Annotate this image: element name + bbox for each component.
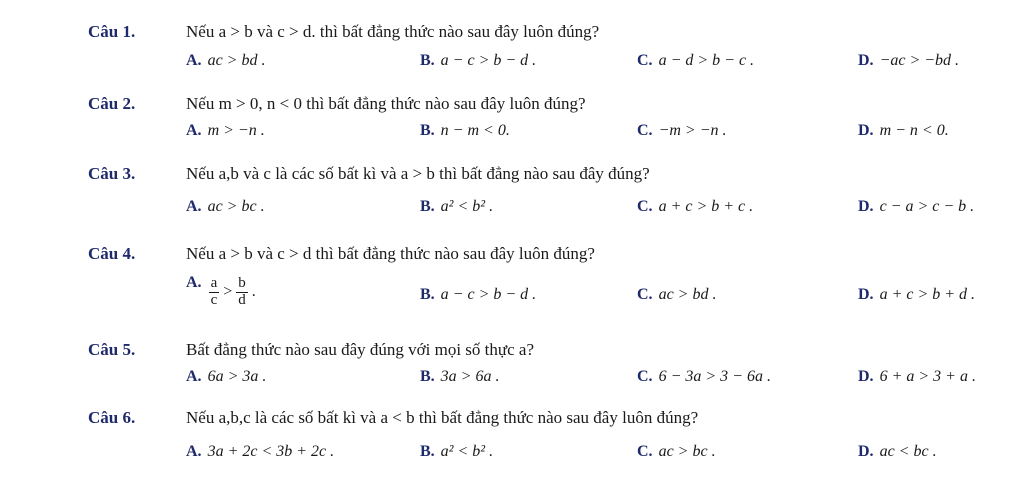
option-c	[637, 198, 753, 216]
option-b	[420, 52, 536, 70]
comparison-operator: >	[223, 283, 233, 301]
option-a	[186, 122, 265, 140]
option-letter: B.	[420, 368, 435, 385]
option-d	[858, 443, 937, 461]
question-label: Câu 4.	[88, 244, 136, 263]
option-c	[637, 286, 716, 304]
option-expression: a − c > b − d .	[440, 52, 537, 69]
option-letter: A.	[186, 122, 202, 139]
option-expression: a − d > b − c .	[658, 52, 755, 69]
fraction-numerator: a	[210, 275, 218, 291]
option-expression: ac > bc .	[207, 198, 265, 215]
option-letter: C.	[637, 52, 653, 69]
option-a	[186, 52, 265, 70]
question-text: Nếu a > b và c > d. thì bất đẳng thức nào sau đây luôn đúng?	[186, 22, 600, 41]
option-expression: c − a > c − b .	[879, 198, 975, 215]
option-letter: A.	[186, 274, 202, 291]
option-expression: 6 + a > 3 + a .	[879, 368, 976, 385]
option-b	[420, 122, 510, 140]
option-expression: a² < b² .	[440, 198, 494, 215]
option-letter: C.	[637, 198, 653, 215]
fraction-a-over-c	[209, 276, 220, 309]
option-a	[186, 443, 334, 461]
fraction-denominator: d	[238, 291, 246, 308]
fraction-b-over-d	[236, 276, 248, 309]
option-c	[637, 52, 754, 70]
option-b	[420, 198, 493, 216]
option-expression: a² < b² .	[440, 443, 494, 460]
option-d	[858, 122, 949, 140]
option-d	[858, 198, 974, 216]
option-b	[420, 443, 493, 461]
option-letter: B.	[420, 198, 435, 215]
option-c	[637, 368, 771, 386]
option-expression: m − n < 0.	[879, 122, 949, 139]
question-text: Nếu a,b,c là các số bất kì và a < b thì bất đẳng thức nào sau đây luôn đúng?	[186, 408, 699, 427]
option-expression: ac < bc .	[879, 443, 937, 460]
option-c	[637, 122, 727, 140]
question-text: Nếu a,b và c là các số bất kì và a > b thì bất đẳng nào sau đây đúng?	[186, 164, 650, 183]
option-expression: 6a > 3a .	[207, 368, 267, 385]
question-text: Nếu a > b và c > d thì bất đẳng thức nào sau đây luôn đúng?	[186, 244, 595, 263]
fraction-numerator: b	[238, 275, 246, 291]
option-d	[858, 286, 975, 304]
option-letter: C.	[637, 286, 653, 303]
option-expression: 6 − 3a > 3 − 6a .	[658, 368, 771, 385]
option-d	[858, 368, 976, 386]
option-expression: a + c > b + c .	[658, 198, 754, 215]
option-expression: −m > −n .	[658, 122, 727, 139]
option-a	[186, 198, 265, 216]
option-a	[186, 274, 256, 309]
option-letter: D.	[858, 443, 874, 460]
option-letter: D.	[858, 52, 874, 69]
option-letter: B.	[420, 286, 435, 303]
option-expression: a − c > b − d .	[440, 286, 537, 303]
option-letter: C.	[637, 443, 653, 460]
question-label: Câu 3.	[88, 164, 136, 183]
option-expression: ac > bd .	[658, 286, 717, 303]
option-letter: C.	[637, 122, 653, 139]
option-letter: D.	[858, 368, 874, 385]
fraction-expression	[208, 276, 256, 309]
question-label: Câu 5.	[88, 340, 136, 359]
option-letter: B.	[420, 122, 435, 139]
option-expression: ac > bc .	[658, 443, 716, 460]
option-c	[637, 443, 716, 461]
option-letter: A.	[186, 443, 202, 460]
fraction-denominator: c	[210, 291, 218, 308]
option-expression: m > −n .	[207, 122, 265, 139]
expression-tail: .	[251, 283, 256, 301]
option-expression: −ac > −bd .	[879, 52, 960, 69]
option-letter: D.	[858, 122, 874, 139]
option-letter: D.	[858, 286, 874, 303]
option-letter: A.	[186, 52, 202, 69]
option-letter: B.	[420, 443, 435, 460]
option-expression: ac > bd .	[207, 52, 266, 69]
option-d	[858, 52, 959, 70]
option-a	[186, 368, 266, 386]
option-b	[420, 286, 536, 304]
question-text: Bất đẳng thức nào sau đây đúng với mọi số thực a?	[186, 340, 534, 359]
question-label: Câu 1.	[88, 22, 136, 41]
option-expression: 3a + 2c < 3b + 2c .	[207, 443, 335, 460]
option-letter: D.	[858, 198, 874, 215]
option-b	[420, 368, 499, 386]
option-expression: 3a > 6a .	[440, 368, 500, 385]
question-text: Nếu m > 0, n < 0 thì bất đẳng thức nào sau đây luôn đúng?	[186, 94, 586, 113]
option-letter: A.	[186, 198, 202, 215]
option-letter: A.	[186, 368, 202, 385]
question-label: Câu 2.	[88, 94, 136, 113]
option-expression: n − m < 0.	[440, 122, 510, 139]
option-letter: C.	[637, 368, 653, 385]
option-expression: a + c > b + d .	[879, 286, 976, 303]
question-label: Câu 6.	[88, 408, 136, 427]
option-letter: B.	[420, 52, 435, 69]
